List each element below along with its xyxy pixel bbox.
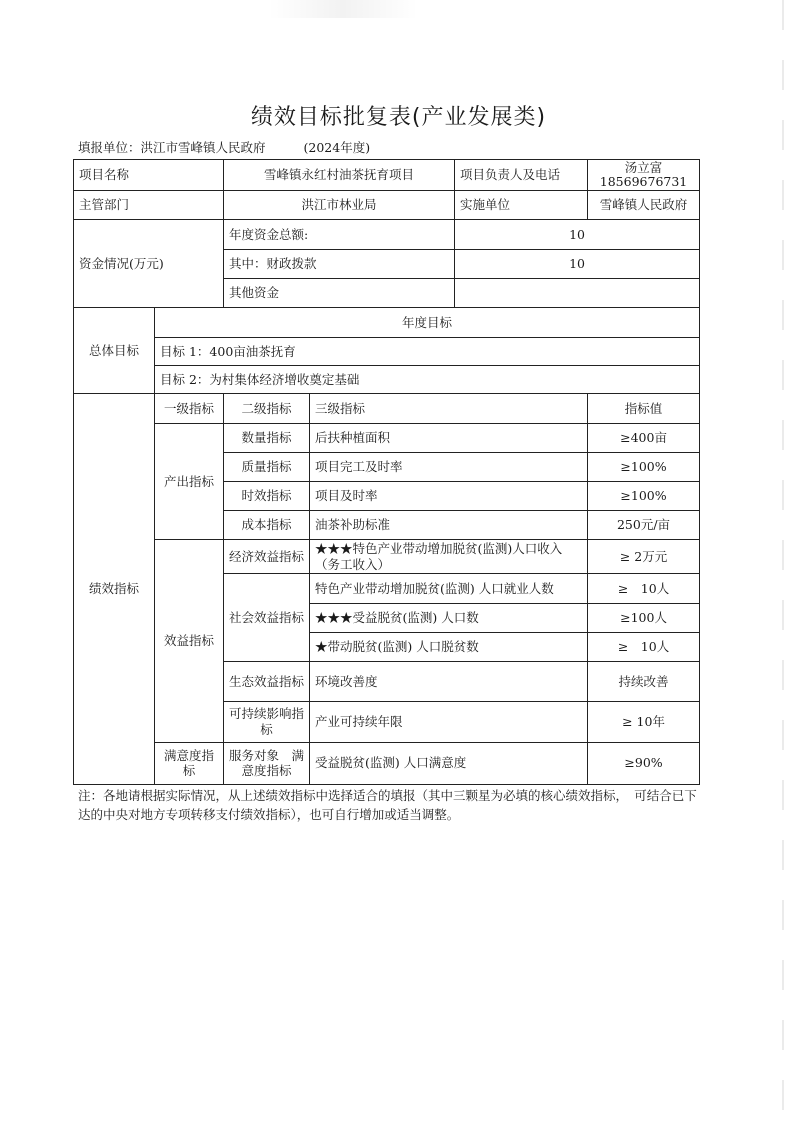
dept-label: 主管部门 — [74, 191, 224, 220]
indicator-l3: 后扶种植面积 — [310, 423, 588, 452]
document-title: 绩效目标批复表(产业发展类) — [250, 105, 547, 130]
funds-fiscal: 10 — [455, 249, 700, 278]
header-l3: 三级指标 — [310, 394, 588, 423]
indicator-value: ≥ 10年 — [588, 702, 700, 742]
goals-header: 年度目标 — [155, 307, 700, 337]
indicator-l3: ★带动脱贫(监测) 人口脱贫数 — [310, 632, 588, 661]
indicator-l3: 项目及时率 — [310, 481, 588, 510]
impl: 雪峰镇人民政府 — [588, 191, 700, 220]
indicator-l3: 受益脱贫(监测) 人口满意度 — [310, 742, 588, 785]
indicator-value: ≥ 10人 — [588, 574, 700, 603]
indicator-l2: 数量指标 — [224, 423, 310, 452]
indicator-l3: ★★★受益脱贫(监测) 人口数 — [310, 603, 588, 632]
goals-label: 总体目标 — [74, 307, 155, 394]
funds-total: 10 — [455, 220, 700, 249]
satisfaction-label: 满意度指标 — [155, 742, 224, 785]
benefit-label: 效益指标 — [155, 540, 224, 742]
indicator-l3: 产业可持续年限 — [310, 702, 588, 742]
table-row — [74, 742, 700, 785]
indicator-value: ≥400亩 — [588, 423, 700, 452]
reporting-unit: 填报单位：洪江市雪峰镇人民政府 — [78, 140, 266, 155]
footnote: 注：各地请根据实际情况，从上述绩效指标中选择适合的填报（其中三颗星为必填的核心绩效指标， 可结合已下达的中央对地方专项转移支付绩效指标），也可自行增加或适当调整。 — [78, 788, 697, 823]
contact-cell — [588, 160, 700, 191]
goal-item: 目标 1：400亩油茶抚育 — [155, 338, 700, 366]
table-row — [74, 394, 700, 423]
indicator-value: ≥90% — [588, 742, 700, 785]
funds-fiscal-label: 其中：财政拨款 — [224, 249, 455, 278]
project-name-label: 项目名称 — [74, 160, 224, 191]
funds-other-label: 其他资金 — [224, 278, 455, 307]
funds-other — [455, 278, 700, 307]
perf-label: 绩效指标 — [74, 394, 155, 785]
goal-item: 目标 2：为村集体经济增收奠定基础 — [155, 366, 700, 394]
contact-label: 项目负责人及电话 — [455, 160, 588, 191]
funds-total-label: 年度资金总额: — [224, 220, 455, 249]
indicator-l2: 可持续影响指标 — [224, 702, 310, 742]
contact-phone: 18569676731 — [599, 174, 688, 190]
indicator-value: ≥100% — [588, 452, 700, 481]
scan-artifact — [268, 0, 418, 18]
table-row — [74, 366, 700, 394]
indicator-l3: 环境改善度 — [310, 662, 588, 702]
report-year: (2024年度) — [303, 140, 371, 155]
table-row — [74, 338, 700, 366]
project-name: 雪峰镇永红村油茶抚育项目 — [224, 160, 455, 191]
indicator-l3: 特色产业带动增加脱贫(监测) 人口就业人数 — [310, 574, 588, 603]
header-val: 指标值 — [588, 394, 700, 423]
indicator-value: ≥100人 — [588, 603, 700, 632]
indicator-l2: 服务对象 满意度指标 — [224, 742, 310, 785]
dept: 洪江市林业局 — [224, 191, 455, 220]
indicator-l2: 社会效益指标 — [224, 574, 310, 662]
table-row — [74, 423, 700, 452]
table-row — [74, 160, 700, 191]
table-row — [74, 307, 700, 337]
contact-name: 汤立富 — [624, 160, 663, 176]
header-l1: 一级指标 — [155, 394, 224, 423]
table-row — [74, 540, 700, 574]
indicator-l2: 质量指标 — [224, 452, 310, 481]
indicator-l3: ★★★特色产业带动增加脱贫(监测)人口收入（务工收入） — [310, 540, 588, 574]
indicator-l2: 成本指标 — [224, 511, 310, 540]
indicator-value: ≥ 2万元 — [588, 540, 700, 574]
indicator-value: 250元/亩 — [588, 511, 700, 540]
funds-label: 资金情况(万元) — [74, 220, 224, 308]
header-l2: 二级指标 — [224, 394, 310, 423]
scan-edge — [782, 0, 784, 1126]
table-row — [74, 220, 700, 249]
indicator-l2: 时效指标 — [224, 481, 310, 510]
indicator-value: ≥ 10人 — [588, 632, 700, 661]
output-label: 产出指标 — [155, 423, 224, 540]
indicator-l3: 油茶补助标准 — [310, 511, 588, 540]
indicator-l2: 生态效益指标 — [224, 662, 310, 702]
table-row — [74, 191, 700, 220]
impl-label: 实施单位 — [455, 191, 588, 220]
indicator-value: 持续改善 — [588, 662, 700, 702]
indicator-value: ≥100% — [588, 481, 700, 510]
indicator-l3: 项目完工及时率 — [310, 452, 588, 481]
header-line — [78, 138, 370, 156]
performance-table — [73, 159, 700, 785]
indicator-l2: 经济效益指标 — [224, 540, 310, 574]
